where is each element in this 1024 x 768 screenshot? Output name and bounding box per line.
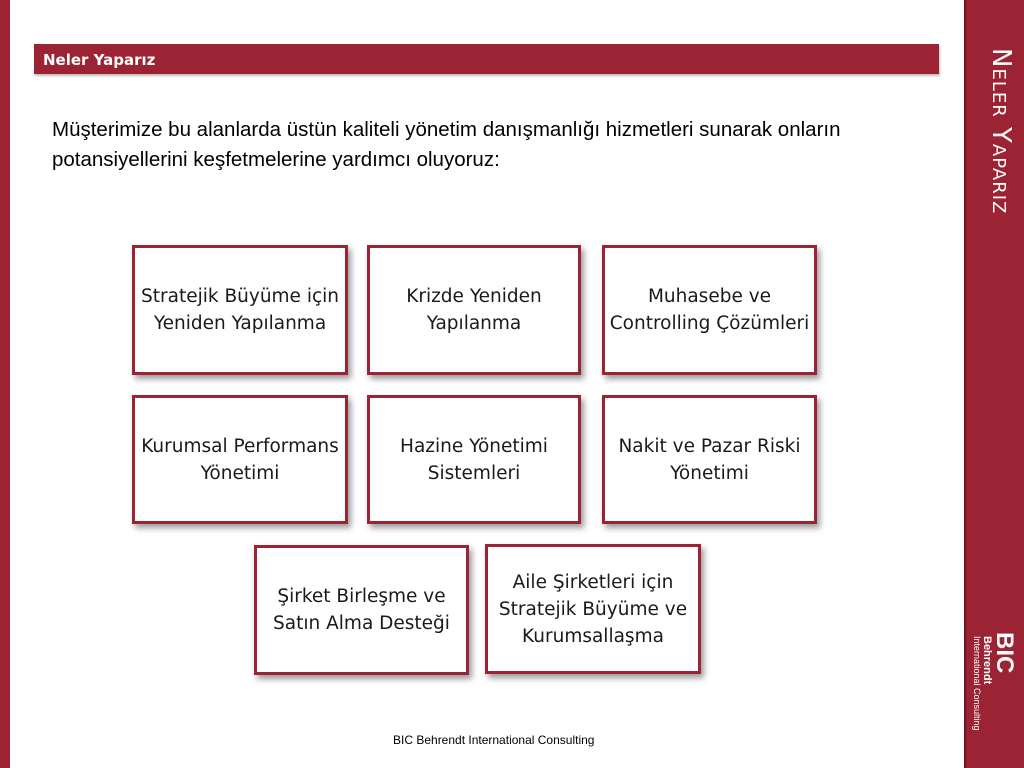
service-box: Nakit ve Pazar Riski Yönetimi: [602, 395, 817, 524]
logo-line-2: International Consulting: [972, 636, 982, 731]
bic-logo: [972, 632, 1018, 758]
logo-line-1: Behrendt: [981, 636, 993, 685]
side-title: Neler Yaparız: [986, 48, 1016, 215]
service-box: Krizde Yeniden Yapılanma: [367, 245, 581, 375]
intro-text: Müşterimize bu alanlarda üstün kaliteli yönetim danışmanlığı hizmetleri sunarak onların potansiyellerini keşfetmelerine yardımcı oluyoruz:: [52, 118, 841, 171]
service-box: Stratejik Büyüme için Yeniden Yapılanma: [132, 245, 348, 375]
header-bar: [34, 44, 939, 74]
service-box: Aile Şirketleri için Stratejik Büyüme ve Kurumsallaşma: [485, 544, 701, 674]
service-box: Hazine Yönetimi Sistemleri: [367, 395, 581, 524]
logo-main-text: BIC: [991, 632, 1018, 674]
footer-text: BIC Behrendt International Consulting: [393, 733, 595, 747]
left-accent-border: [0, 0, 10, 768]
page-title: Neler Yaparız: [43, 51, 156, 69]
service-box: Muhasebe ve Controlling Çözümleri: [602, 245, 817, 375]
service-box: Şirket Birleşme ve Satın Alma Desteği: [254, 545, 469, 675]
side-panel-divider: [964, 0, 966, 768]
side-panel: [964, 0, 1024, 768]
service-box: Kurumsal Performans Yönetimi: [132, 395, 348, 524]
